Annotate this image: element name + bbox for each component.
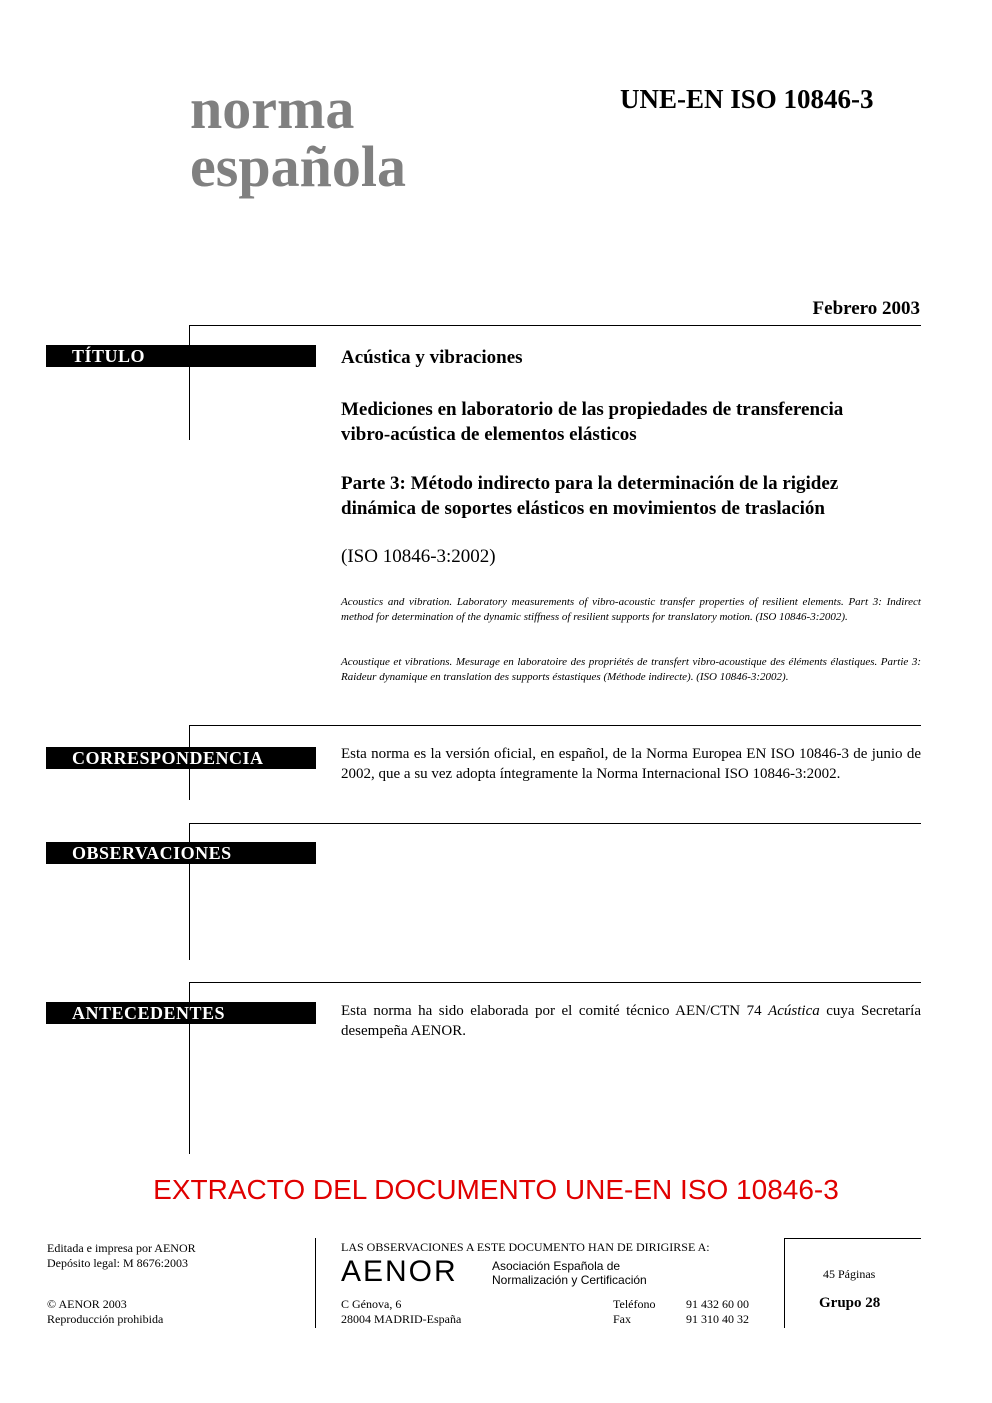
footer-phone: 91 432 60 00 xyxy=(686,1297,749,1311)
footer-street: C Génova, 6 xyxy=(341,1297,402,1311)
rule-correspondencia-top xyxy=(189,725,921,726)
footer-phone-label: Teléfono xyxy=(613,1297,656,1311)
section-label-antecedentes: ANTECEDENTES xyxy=(46,1002,316,1024)
footer-city: 28004 MADRID-España xyxy=(341,1312,462,1326)
footer-fax-label: Fax xyxy=(613,1312,631,1326)
title-main xyxy=(341,397,921,447)
title-main-line-1: Mediciones en laboratorio de las propiedades de transferencia xyxy=(341,399,844,420)
price-group: Grupo 28 xyxy=(819,1295,881,1311)
footer-phone-fax-labels xyxy=(613,1297,655,1327)
footer-divider-left xyxy=(315,1238,316,1328)
page-count: 45 Páginas xyxy=(823,1267,876,1281)
footer-copyright: © AENOR 2003 xyxy=(47,1297,127,1311)
footer-legal-deposit: Depósito legal: M 8676:2003 xyxy=(47,1256,188,1270)
rule-observaciones-top xyxy=(189,823,921,824)
aenor-logo: AENOR xyxy=(341,1255,458,1288)
footer-left-top xyxy=(47,1241,196,1271)
section-label-observaciones: OBSERVACIONES xyxy=(46,842,316,864)
antecedentes-text-after: cuya Secretaría desempeña AENOR. xyxy=(341,1003,921,1039)
rule-titulo-top xyxy=(189,325,921,326)
brand-wordmark xyxy=(190,76,406,199)
footer-phone-fax-values xyxy=(686,1297,749,1327)
footer-divider-right xyxy=(784,1238,785,1328)
section-label-titulo: TÍTULO xyxy=(46,345,316,367)
correspondencia-text: Esta norma es la versión oficial, en español, de la Norma Europea EN ISO 10846-3 de junio de 2002, que a su vez adopta íntegramente la Norma Internacional ISO 10846-3:2002. xyxy=(341,746,921,782)
footer-box-top xyxy=(784,1238,921,1239)
footer-fax: 91 310 40 32 xyxy=(686,1312,749,1326)
footer-address xyxy=(341,1297,461,1327)
title-part-line-2: dinámica de soportes elásticos en movimientos de traslación xyxy=(341,498,825,519)
title-english: Acoustics and vibration. Laboratory measurements of vibro-acoustic transfer properties of resilient elements. Part 3: Indirect method for determination of the dynamic stiffness of resilient supports for translatory motion. (ISO 10846-3:2002). xyxy=(341,596,921,623)
extract-watermark: EXTRACTO DEL DOCUMENTO UNE-EN ISO 10846-3 xyxy=(153,1174,839,1205)
brand-line-1: norma xyxy=(190,76,355,141)
footer-left-bottom xyxy=(47,1297,163,1327)
footer-contact-heading: LAS OBSERVACIONES A ESTE DOCUMENTO HAN DE DIRIGIRSE A: xyxy=(341,1240,710,1254)
footer-org-name-line-1: Asociación Española de xyxy=(492,1259,621,1273)
rule-titulo-vertical xyxy=(189,325,190,440)
title-part xyxy=(341,471,921,521)
title-subject: Acústica y vibraciones xyxy=(341,347,523,368)
brand-line-2: española xyxy=(190,134,406,199)
iso-reference: (ISO 10846-3:2002) xyxy=(341,546,496,567)
footer-org-name-line-2: Normalización y Certificación xyxy=(492,1273,647,1287)
title-main-line-2: vibro-acústica de elementos elásticos xyxy=(341,424,637,445)
antecedentes-text-before: Esta norma ha sido elaborada por el comité técnico AEN/CTN 74 xyxy=(341,1003,769,1019)
publication-date: Febrero 2003 xyxy=(812,298,920,319)
standard-code: UNE-EN ISO 10846-3 xyxy=(620,84,874,114)
rule-antecedentes-top xyxy=(189,982,921,983)
footer-editor: Editada e impresa por AENOR xyxy=(47,1241,196,1255)
section-label-correspondencia: CORRESPONDENCIA xyxy=(46,747,316,769)
title-french: Acoustique et vibrations. Mesurage en laboratoire des propriétés de transfert vibro-acoustique des éléments élastiques. Partie 3: Raideur dynamique en translation des supports éstastiques (Méthode indirecte). (ISO 10846-3:2002). xyxy=(341,656,921,683)
footer-org-name xyxy=(492,1259,647,1287)
antecedentes-text-italic: Acústica xyxy=(768,1003,820,1019)
footer-reproduction: Reproducción prohibida xyxy=(47,1312,164,1326)
antecedentes-text xyxy=(341,1001,921,1041)
title-part-line-1: Parte 3: Método indirecto para la determinación de la rigidez xyxy=(341,473,839,494)
